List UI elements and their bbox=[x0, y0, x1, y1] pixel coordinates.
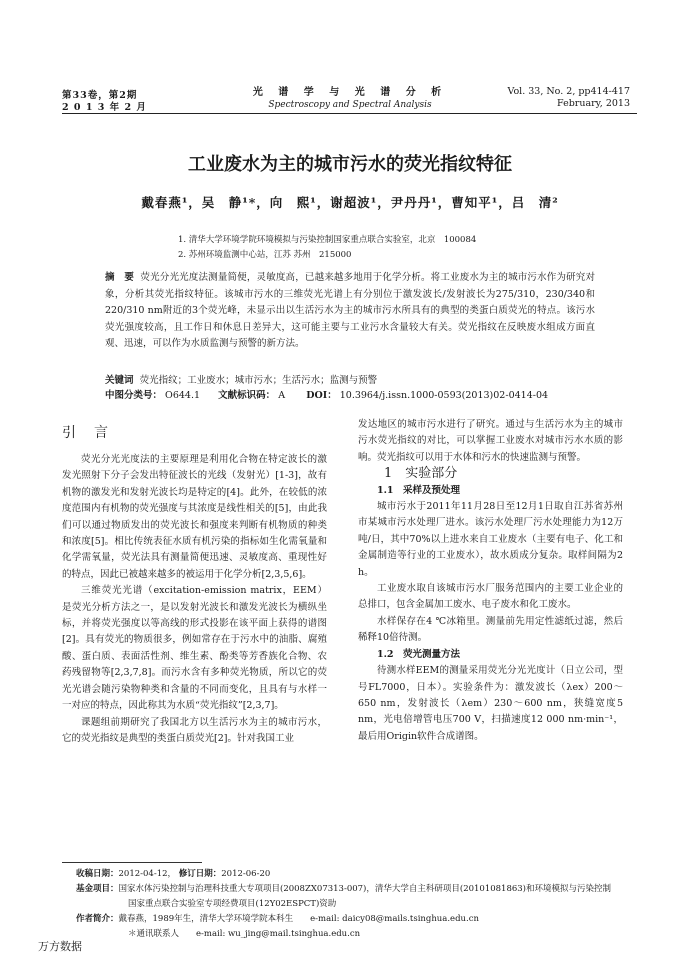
author-bio-label: 作者简介： bbox=[76, 914, 119, 924]
footnote-rule bbox=[62, 862, 202, 863]
keywords-label: 关键词 bbox=[105, 375, 134, 386]
clc-value: O644.1 bbox=[165, 390, 201, 401]
header-rule bbox=[62, 113, 637, 114]
fund-label: 基金项目： bbox=[76, 884, 119, 894]
watermark: 万方数据 bbox=[38, 940, 82, 953]
received-label: 收稿日期： bbox=[76, 869, 119, 879]
section-1-2-heading: 1.2 荧光测量方法 bbox=[377, 648, 461, 660]
doi-label: DOI： bbox=[306, 390, 337, 401]
abstract-label: 摘 要 bbox=[105, 272, 135, 283]
section-1-1-heading: 1.1 采样及预处理 bbox=[377, 484, 461, 496]
section-1-1-paragraph-3: 水样保存在4 ℃冰箱里。测量前先用定性滤纸过滤，然后稀释10倍待测。 bbox=[358, 615, 623, 644]
doc-code-value: A bbox=[278, 390, 286, 401]
corresponding-author: ＊通讯联系人 e-mail: wu_jing@mail.tsinghua.edu.cn bbox=[128, 929, 361, 939]
right-column bbox=[358, 417, 623, 745]
issue-date-en: February, 2013 bbox=[557, 98, 630, 109]
issue-date-zh: 2 0 1 3 年 2 月 bbox=[62, 102, 147, 113]
section-1-heading: 1 实验部分 bbox=[384, 466, 458, 482]
fund-text-cont: 国家重点联合实验室专项经费项目(12Y02ESPCT)资助 bbox=[128, 899, 337, 909]
clc-label: 中图分类号： bbox=[105, 390, 163, 401]
intro-paragraph-2: 三维荧光光谱（excitation-emission matrix，EEM）是荧光分析方法之一，是以发射光波长和激发光波长为横纵坐标，并将荧光强度以等高线的形式投影在该平面上获得的谱图[2]。具有荧光的物质很多，例如常存在于污水中的油脂、腐殖酸、蛋白质、表面活性剂、维生素、酚类等芳香族化合物、农药残留物等[2,3,7,8]。而污水含有多种荧光物质，所以它的荧光光谱会随污染物种类和含量的不同而变化，且具有与水样一一对应的特点，因此称其为水质“荧光指纹”[2,3,7]。 bbox=[62, 585, 327, 712]
abstract bbox=[105, 270, 595, 353]
left-column bbox=[62, 452, 327, 747]
keywords-block bbox=[105, 373, 605, 403]
volume-issue: 第33卷，第2期 bbox=[62, 90, 138, 101]
journal-name-en: Spectroscopy and Spectral Analysis bbox=[268, 100, 432, 110]
intro-paragraph-1: 荧光分光光度法的主要原理是利用化合物在特定波长的激发光照射下分子会发出特征波长的光线（发射光）[1-3]，故有机物的激发光和发射光波长均是特定的[4]。此外，在较低的浓度范围内有机物的荧光强度与其浓度是线性相关的[5]，由此我们可以通过物质发出的荧光波长和强度来判断有机物质的种类和浓度[5]。相比传统表征水质有机污染的指标如生化需氧量和化学需氧量，荧光法具有测量简便迅速、灵敏度高、重现性好的特点，因此已被越来越多的被运用于化学分析[2,3,5,6]。 bbox=[62, 454, 327, 580]
intro-heading: 引 言 bbox=[62, 425, 110, 441]
section-1-1-paragraph-2: 工业废水取自该城市污水厂服务范围内的主要工业企业的总排口，包含金属加工废水、电子废水和化工废水。 bbox=[358, 583, 623, 611]
affiliations bbox=[178, 233, 476, 263]
doc-code-label: 文献标识码： bbox=[218, 390, 276, 401]
revised-label: 修订日期： bbox=[178, 869, 222, 879]
affiliation-1: 1. 清华大学环境学院环境模拟与污染控制国家重点联合实验室，北京 100084 bbox=[178, 235, 477, 245]
fund-text: 国家水体污染控制与治理科技重大专项项目(2008ZX07313-007)，清华大学自主科研项目(20101081863)和环境模拟与污染控制 bbox=[118, 884, 611, 894]
paper-title: 工业废水为主的城市污水的荧光指纹特征 bbox=[188, 154, 512, 175]
abstract-text: 荧光分光光度法测量简便，灵敏度高，已越来越多地用于化学分析。将工业废水为主的城市污水作为研究对象，分析其荧光指纹特征。该城市污水的三维荧光光谱上有分别位于激发波长/发射波长为275/310，230/340和220/310 nm附近的3个荧光峰，未显示出以生活污水为主的城市污水所具有的典型的类蛋白质荧光的特点。该污水荧光强度较高，且工作日和休息日差异大，这可能主要与工业污水含量较大有关。荧光指纹在反映废水组成方面直观、迅速，可以作为水质监测与预警的新方法。 bbox=[105, 272, 595, 349]
doi-value: 10.3964/j.issn.1000-0593(2013)02-0414-04 bbox=[339, 390, 549, 401]
section-1-2-paragraph-1: 待测水样EEM的测量采用荧光分光光度计（日立公司，型号FL7000，日本）。实验条件为：激发波长（λex）200～650 nm，发射波长（λem）230～600 nm，狭缝宽度5 nm，光电倍增管电压700 V，扫描速度12 000 nm·min⁻¹，最后用Origin软件合成谱图。 bbox=[358, 665, 623, 742]
affiliation-2: 2. 苏州环境监测中心站，江苏 苏州 215000 bbox=[178, 250, 352, 260]
keywords-text: 荧光指纹；工业废水；城市污水；生活污水；监测与预警 bbox=[139, 375, 378, 386]
journal-name-zh: 光 谱 学 与 光 谱 分 析 bbox=[252, 87, 448, 98]
intro-paragraph-3: 课题组前期研究了我国北方以生活污水为主的城市污水，它的荧光指纹是典型的类蛋白质荧光[2]。针对我国工业 bbox=[62, 716, 327, 744]
journal-issue-en bbox=[507, 86, 630, 110]
volume-pages: Vol. 33, No. 2, pp414-417 bbox=[507, 86, 630, 97]
intro-paragraph-3-cont: 发达地区的城市污水进行了研究。通过与生活污水为主的城市污水荧光指纹的对比，可以掌握工业废水对城市污水水质的影响。荧光指纹可以用于水体和污水的快速监测与预警。 bbox=[358, 419, 623, 463]
received-date: 2012-04-12， bbox=[118, 869, 177, 879]
author-list: 戴春燕¹，吴 静¹*，向 熙¹，谢超波¹，尹丹丹¹，曹知平¹，吕 清² bbox=[141, 195, 559, 210]
footnotes bbox=[76, 867, 636, 942]
revised-date: 2012-06-20 bbox=[221, 869, 271, 879]
section-1-1-paragraph-1: 城市污水于2011年11月28日至12月1日取自江苏省苏州市某城市污水处理厂进水。该污水处理厂污水处理能力为12万吨/日，其中70%以上进水来自工业废水（主要有电子、化工和金属制造等行业的工业废水），故水质成分复杂。取样间隔为2 h。 bbox=[358, 501, 623, 578]
author-bio: 戴春燕，1989年生，清华大学环境学院本科生 e-mail: daicy08@mails.tsinghua.edu.cn bbox=[118, 914, 479, 924]
